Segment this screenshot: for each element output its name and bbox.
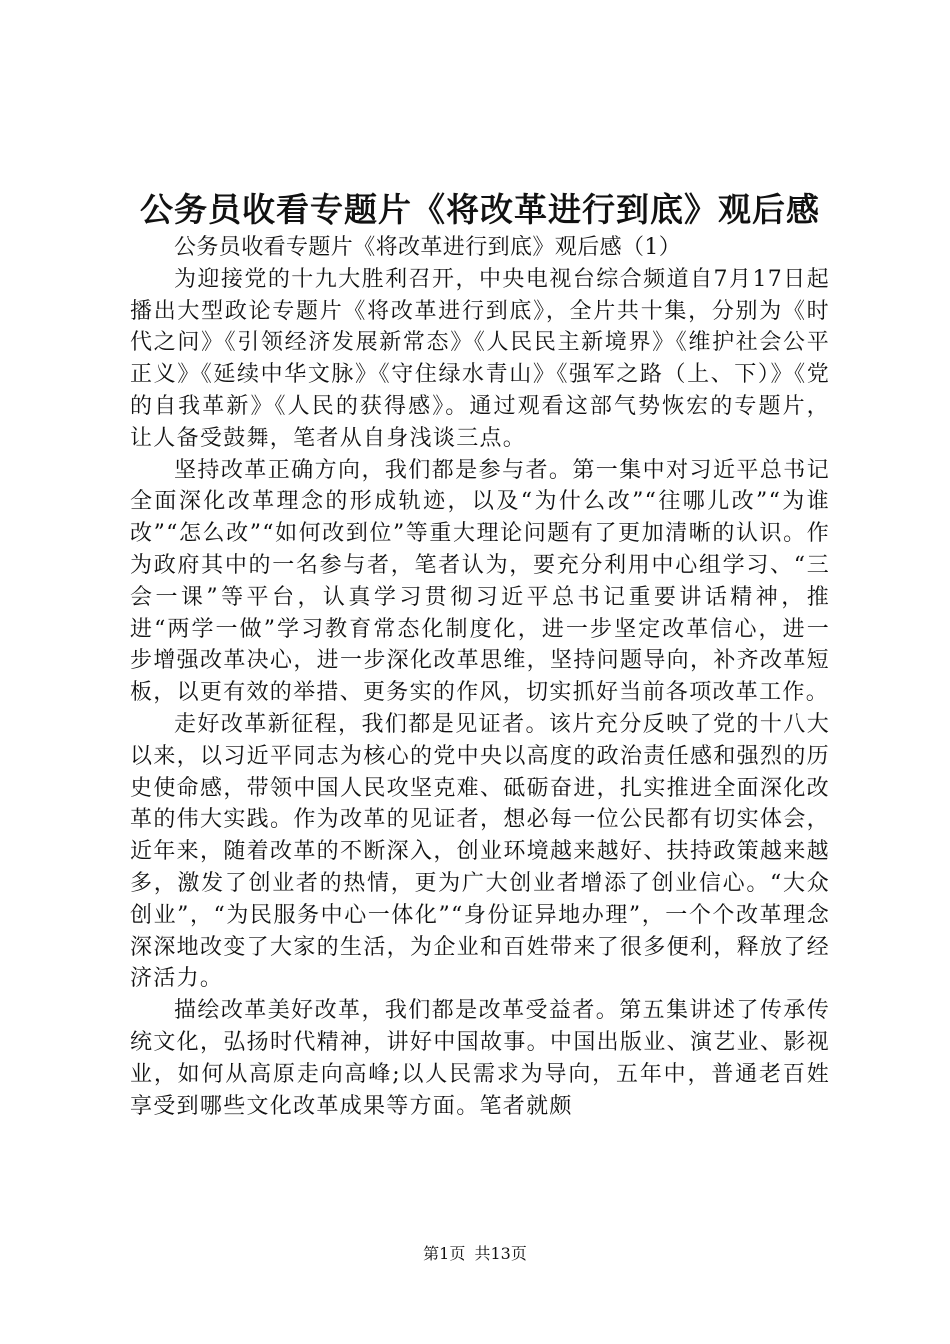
page-footer — [0, 1242, 950, 1266]
paragraph: 走好改革新征程，我们都是见证者。该片充分反映了党的十八大以来，以习近平同志为核心的党中央以高度的政治责任感和强烈的历史使命感，带领中国人民攻坚克难、砥砺奋进，扎实推进全面深化改革的伟大实践。作为改革的见证者，想必每一位公民都有切实体会，近年来，随着改革的不断深入，创业环境越来越好、扶持政策越来越多，激发了创业者的热情，更为广大创业者增添了创业信心。“大众创业”，“为民服务中心一体化”“身份证异地办理”，一个个改革理念深深地改变了大家的生活，为企业和百姓带来了很多便利，释放了经济活力。 — [130, 711, 830, 992]
page-total: 共13页 — [474, 1244, 527, 1263]
document-body — [130, 232, 830, 1122]
paragraph: 坚持改革正确方向，我们都是参与者。第一集中对习近平总书记全面深化改革理念的形成轨迹，以及“为什么改”“往哪儿改”“为谁改”“怎么改”“如何改到位”等重大理论问题有了更加清晰的认识。作为政府其中的一名参与者，笔者认为，要充分利用中心组学习、“三会一课”等平台，认真学习贯彻习近平总书记重要讲话精神，推进“两学一做”学习教育常态化制度化，进一步坚定改革信心，进一步增强改革决心，进一步深化改革思维，坚持问题导向，补齐改革短板，以更有效的举措、更务实的作风，切实抓好当前各项改革工作。 — [130, 457, 830, 706]
paragraph: 为迎接党的十九大胜利召开，中央电视台综合频道自7月17日起播出大型政论专题片《将改革进行到底》，全片共十集，分别为《时代之问》《引领经济发展新常态》《人民民主新境界》《维护社会公平正义》《延续中华文脉》《守住绿水青山》《强军之路（上、下）》《党的自我革新》《人民的获得感》。通过观看这部气势恢宏的专题片，让人备受鼓舞，笔者从自身浅谈三点。 — [130, 266, 830, 451]
paragraph: 描绘改革美好改革，我们都是改革受益者。第五集讲述了传承传统文化，弘扬时代精神，讲好中国故事。中国出版业、演艺业、影视业，如何从高原走向高峰;以人民需求为导向，五年中，普通老百姓享受到哪些文化改革成果等方面。笔者就颇 — [130, 998, 830, 1119]
page-number: 第1页 — [423, 1244, 466, 1263]
document-title: 公务员收看专题片《将改革进行到底》观后感 — [140, 190, 820, 229]
document-subtitle: 公务员收看专题片《将改革进行到底》观后感（1） — [174, 235, 682, 260]
